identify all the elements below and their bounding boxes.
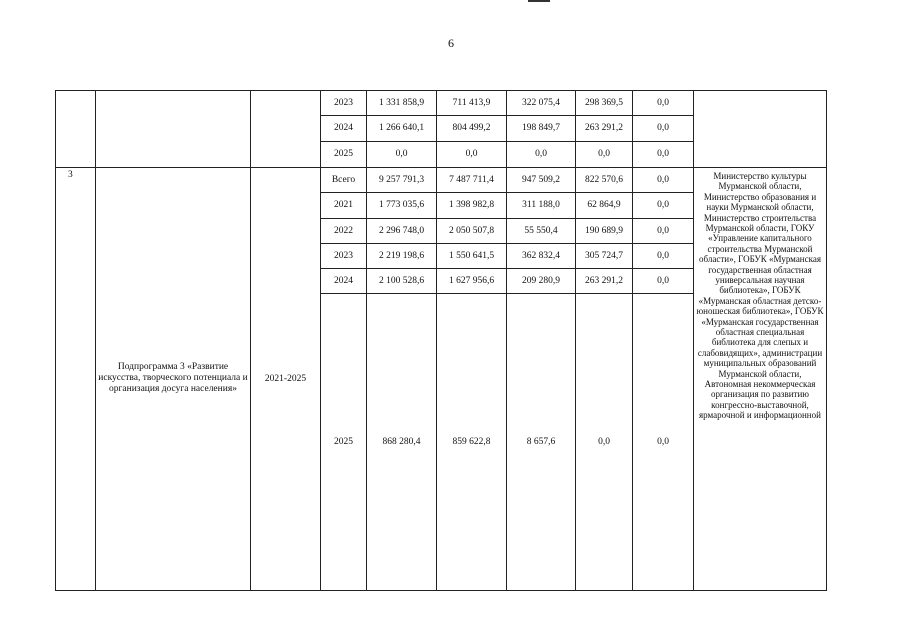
value-cell: 0,0 (507, 141, 576, 167)
table-row (56, 167, 827, 192)
value-cell: 859 622,8 (437, 294, 507, 591)
number-cell-empty (56, 91, 96, 168)
value-cell: 711 413,9 (437, 91, 507, 116)
total-cell: 868 280,4 (367, 294, 437, 591)
value-cell: 0,0 (633, 243, 694, 268)
total-cell: 2 219 198,6 (367, 243, 437, 268)
total-cell: 0,0 (367, 141, 437, 167)
total-cell: 9 257 791,3 (367, 167, 437, 192)
year-cell: Всего (321, 167, 367, 192)
program-executors: Министерство культуры Мурманской области, Министерство образования и науки Мурманской области, Министерство строительства Мурманской области, ГОКУ «Управление капитального строительства Мурманской области», ГОБУК «Мурманская государственная областная универсальная научная библиотека», ГОБУК «Мурманская областная детско-юношеская библиотека», ГОБУК «Мурманская государственная областная специальная библиотека для слепых и слабовидящих», администрации муниципальных образований Мурманской области, Автономная некоммерческая организация по развитию конгрессно-выставочной, ярмарочной и информационной (694, 167, 827, 590)
total-cell: 2 296 748,0 (367, 218, 437, 243)
year-cell: 2025 (321, 141, 367, 167)
period-cell-empty (251, 91, 321, 168)
program-name: Подпрограмма 3 «Развитие искусства, творческого потенциала и организация досуга населения» (96, 167, 251, 590)
value-cell: 0,0 (633, 141, 694, 167)
year-cell: 2023 (321, 91, 367, 116)
year-cell: 2023 (321, 243, 367, 268)
year-cell: 2024 (321, 269, 367, 294)
value-cell: 8 657,6 (507, 294, 576, 591)
executor-cell-empty (694, 91, 827, 168)
value-cell: 362 832,4 (507, 243, 576, 268)
page-number: 6 (448, 36, 454, 50)
value-cell: 0,0 (633, 269, 694, 294)
value-cell: 263 291,2 (576, 269, 633, 294)
value-cell: 0,0 (633, 91, 694, 116)
value-cell: 1 627 956,6 (437, 269, 507, 294)
name-cell-empty (96, 91, 251, 168)
value-cell: 0,0 (576, 294, 633, 591)
value-cell: 190 689,9 (576, 218, 633, 243)
value-cell: 822 570,6 (576, 167, 633, 192)
total-cell: 1 266 640,1 (367, 116, 437, 141)
year-cell: 2021 (321, 193, 367, 218)
value-cell: 55 550,4 (507, 218, 576, 243)
budget-table (55, 90, 827, 591)
value-cell: 1 398 982,8 (437, 193, 507, 218)
value-cell: 804 499,2 (437, 116, 507, 141)
value-cell: 0,0 (576, 141, 633, 167)
total-cell: 2 100 528,6 (367, 269, 437, 294)
value-cell: 0,0 (633, 167, 694, 192)
top-scan-mark (528, 0, 550, 2)
table-row (56, 91, 827, 116)
value-cell: 7 487 711,4 (437, 167, 507, 192)
value-cell: 263 291,2 (576, 116, 633, 141)
total-cell: 1 773 035,6 (367, 193, 437, 218)
value-cell: 1 550 641,5 (437, 243, 507, 268)
year-cell: 2022 (321, 218, 367, 243)
value-cell: 0,0 (633, 116, 694, 141)
year-cell: 2024 (321, 116, 367, 141)
value-cell: 0,0 (633, 193, 694, 218)
value-cell: 311 188,0 (507, 193, 576, 218)
value-cell: 0,0 (633, 294, 694, 591)
value-cell: 62 864,9 (576, 193, 633, 218)
value-cell: 209 280,9 (507, 269, 576, 294)
value-cell: 322 075,4 (507, 91, 576, 116)
value-cell: 298 369,5 (576, 91, 633, 116)
value-cell: 0,0 (437, 141, 507, 167)
value-cell: 305 724,7 (576, 243, 633, 268)
value-cell: 947 509,2 (507, 167, 576, 192)
value-cell: 0,0 (633, 218, 694, 243)
value-cell: 198 849,7 (507, 116, 576, 141)
program-period: 2021-2025 (251, 167, 321, 590)
program-number: 3 (56, 167, 96, 590)
value-cell: 2 050 507,8 (437, 218, 507, 243)
year-cell: 2025 (321, 294, 367, 591)
total-cell: 1 331 858,9 (367, 91, 437, 116)
